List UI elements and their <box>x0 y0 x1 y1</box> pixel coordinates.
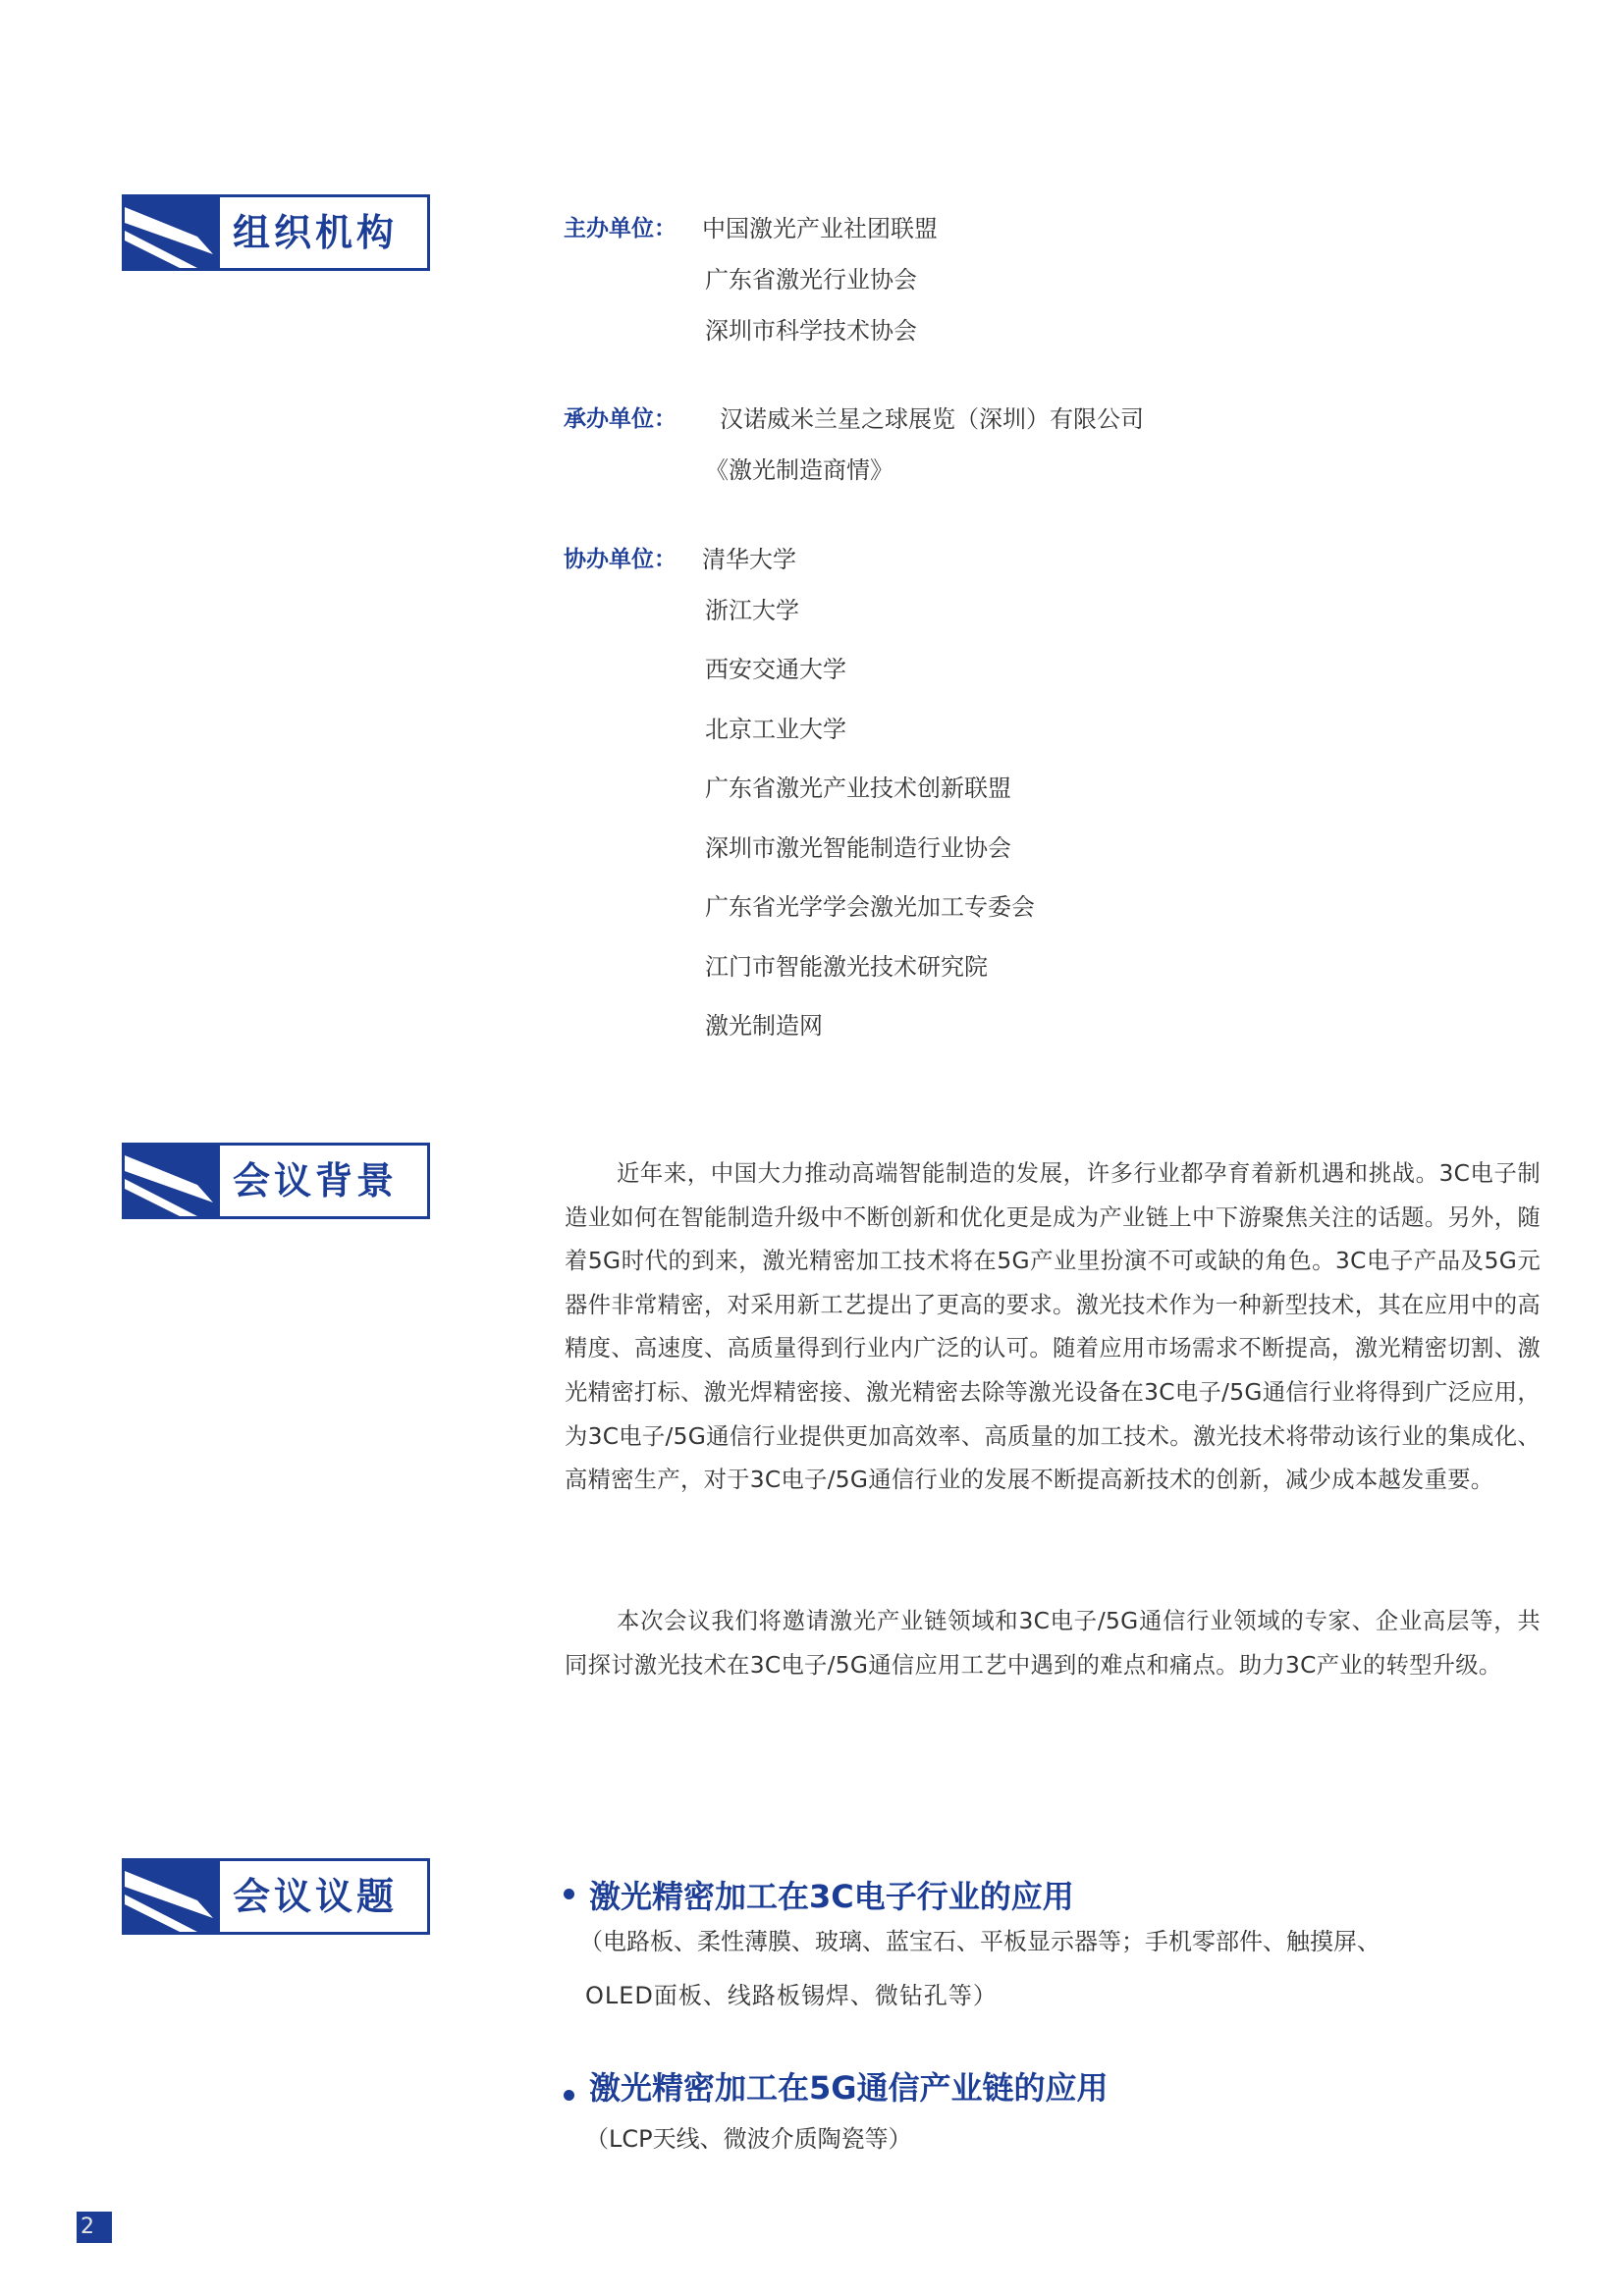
co-organizer-item: 广东省光学学会激光加工专委会 <box>705 893 1035 921</box>
co-organizer-item: 北京工业大学 <box>705 716 846 743</box>
section-title: 会议议题 <box>233 1875 399 1918</box>
organizer-item: 《激光制造商情》 <box>705 456 893 484</box>
host-item: 深圳市科学技术协会 <box>705 317 917 345</box>
host-label: 主办单位： <box>564 216 677 241</box>
co-organizer-item: 激光制造网 <box>705 1012 823 1040</box>
topic-title: 激光精密加工在5G通信产业链的应用 <box>589 2069 1109 2107</box>
bullet-icon <box>564 2090 574 2101</box>
diagonal-stripe-icon <box>125 1861 220 1932</box>
page-number: 2 <box>77 2212 112 2243</box>
section-header-background <box>122 1143 430 1219</box>
topic-note: （LCP天线、微波介质陶瓷等） <box>585 2125 912 2153</box>
background-paragraph: 本次会议我们将邀请激光产业链领域和3C电子/5G通信行业领域的专家、企业高层等，共同探讨激光技术在3C电子/5G通信应用工艺中遇到的难点和痛点。助力3C产业的转型升级。 <box>565 1608 1541 1679</box>
co-organizer-item: 西安交通大学 <box>705 656 846 683</box>
co-organizer-label: 协办单位： <box>564 547 677 572</box>
section-header-topics <box>122 1858 430 1935</box>
host-item: 中国激光产业社团联盟 <box>702 215 938 242</box>
organizer-item: 汉诺威米兰星之球展览（深圳）有限公司 <box>720 405 1144 433</box>
co-organizer-item: 广东省激光产业技术创新联盟 <box>705 774 1011 802</box>
co-organizer-item: 江门市智能激光技术研究院 <box>705 953 988 981</box>
co-organizer-item: 清华大学 <box>702 546 796 573</box>
topic-note: （电路板、柔性薄膜、玻璃、蓝宝石、平板显示器等；手机零部件、触摸屏、 <box>579 1928 1380 1955</box>
section-header-organization <box>122 194 430 271</box>
section-title: 会议背景 <box>233 1159 399 1202</box>
diagonal-stripe-icon <box>125 1146 220 1216</box>
background-paragraph: 近年来，中国大力推动高端智能制造的发展，许多行业都孕育着新机遇和挑战。3C电子制造业如何在智能制造升级中不断创新和优化更是成为产业链上中下游聚焦关注的话题。另外，随着5G时代的到来，激光精密加工技术将在5G产业里扮演不可或缺的角色。3C电子产品及5G元器件非常精密，对采用新工艺提出了更高的要求。激光技术作为一种新型技术，其在应用中的高精度、高速度、高质量得到行业内广泛的认可。随着应用市场需求不断提高，激光精密切割、激光精密打标、激光焊精密接、激光精密去除等激光设备在3C电子/5G通信行业将得到广泛应用，为3C电子/5G通信行业提供更加高效率、高质量的加工技术。激光技术将带动该行业的集成化、高精密生产，对于3C电子/5G通信行业的发展不断提高新技术的创新，减少成本越发重要。 <box>565 1160 1541 1494</box>
topic-note: OLED面板、线路板锡焊、微钻孔等） <box>585 1982 998 2009</box>
organizer-label: 承办单位： <box>564 406 677 432</box>
co-organizer-item: 深圳市激光智能制造行业协会 <box>705 834 1011 862</box>
section-title: 组织机构 <box>233 211 399 254</box>
co-organizer-item: 浙江大学 <box>705 597 799 624</box>
diagonal-stripe-icon <box>125 197 220 268</box>
topic-title: 激光精密加工在3C电子行业的应用 <box>589 1878 1074 1915</box>
host-item: 广东省激光行业协会 <box>705 266 917 294</box>
bullet-icon <box>564 1889 574 1899</box>
